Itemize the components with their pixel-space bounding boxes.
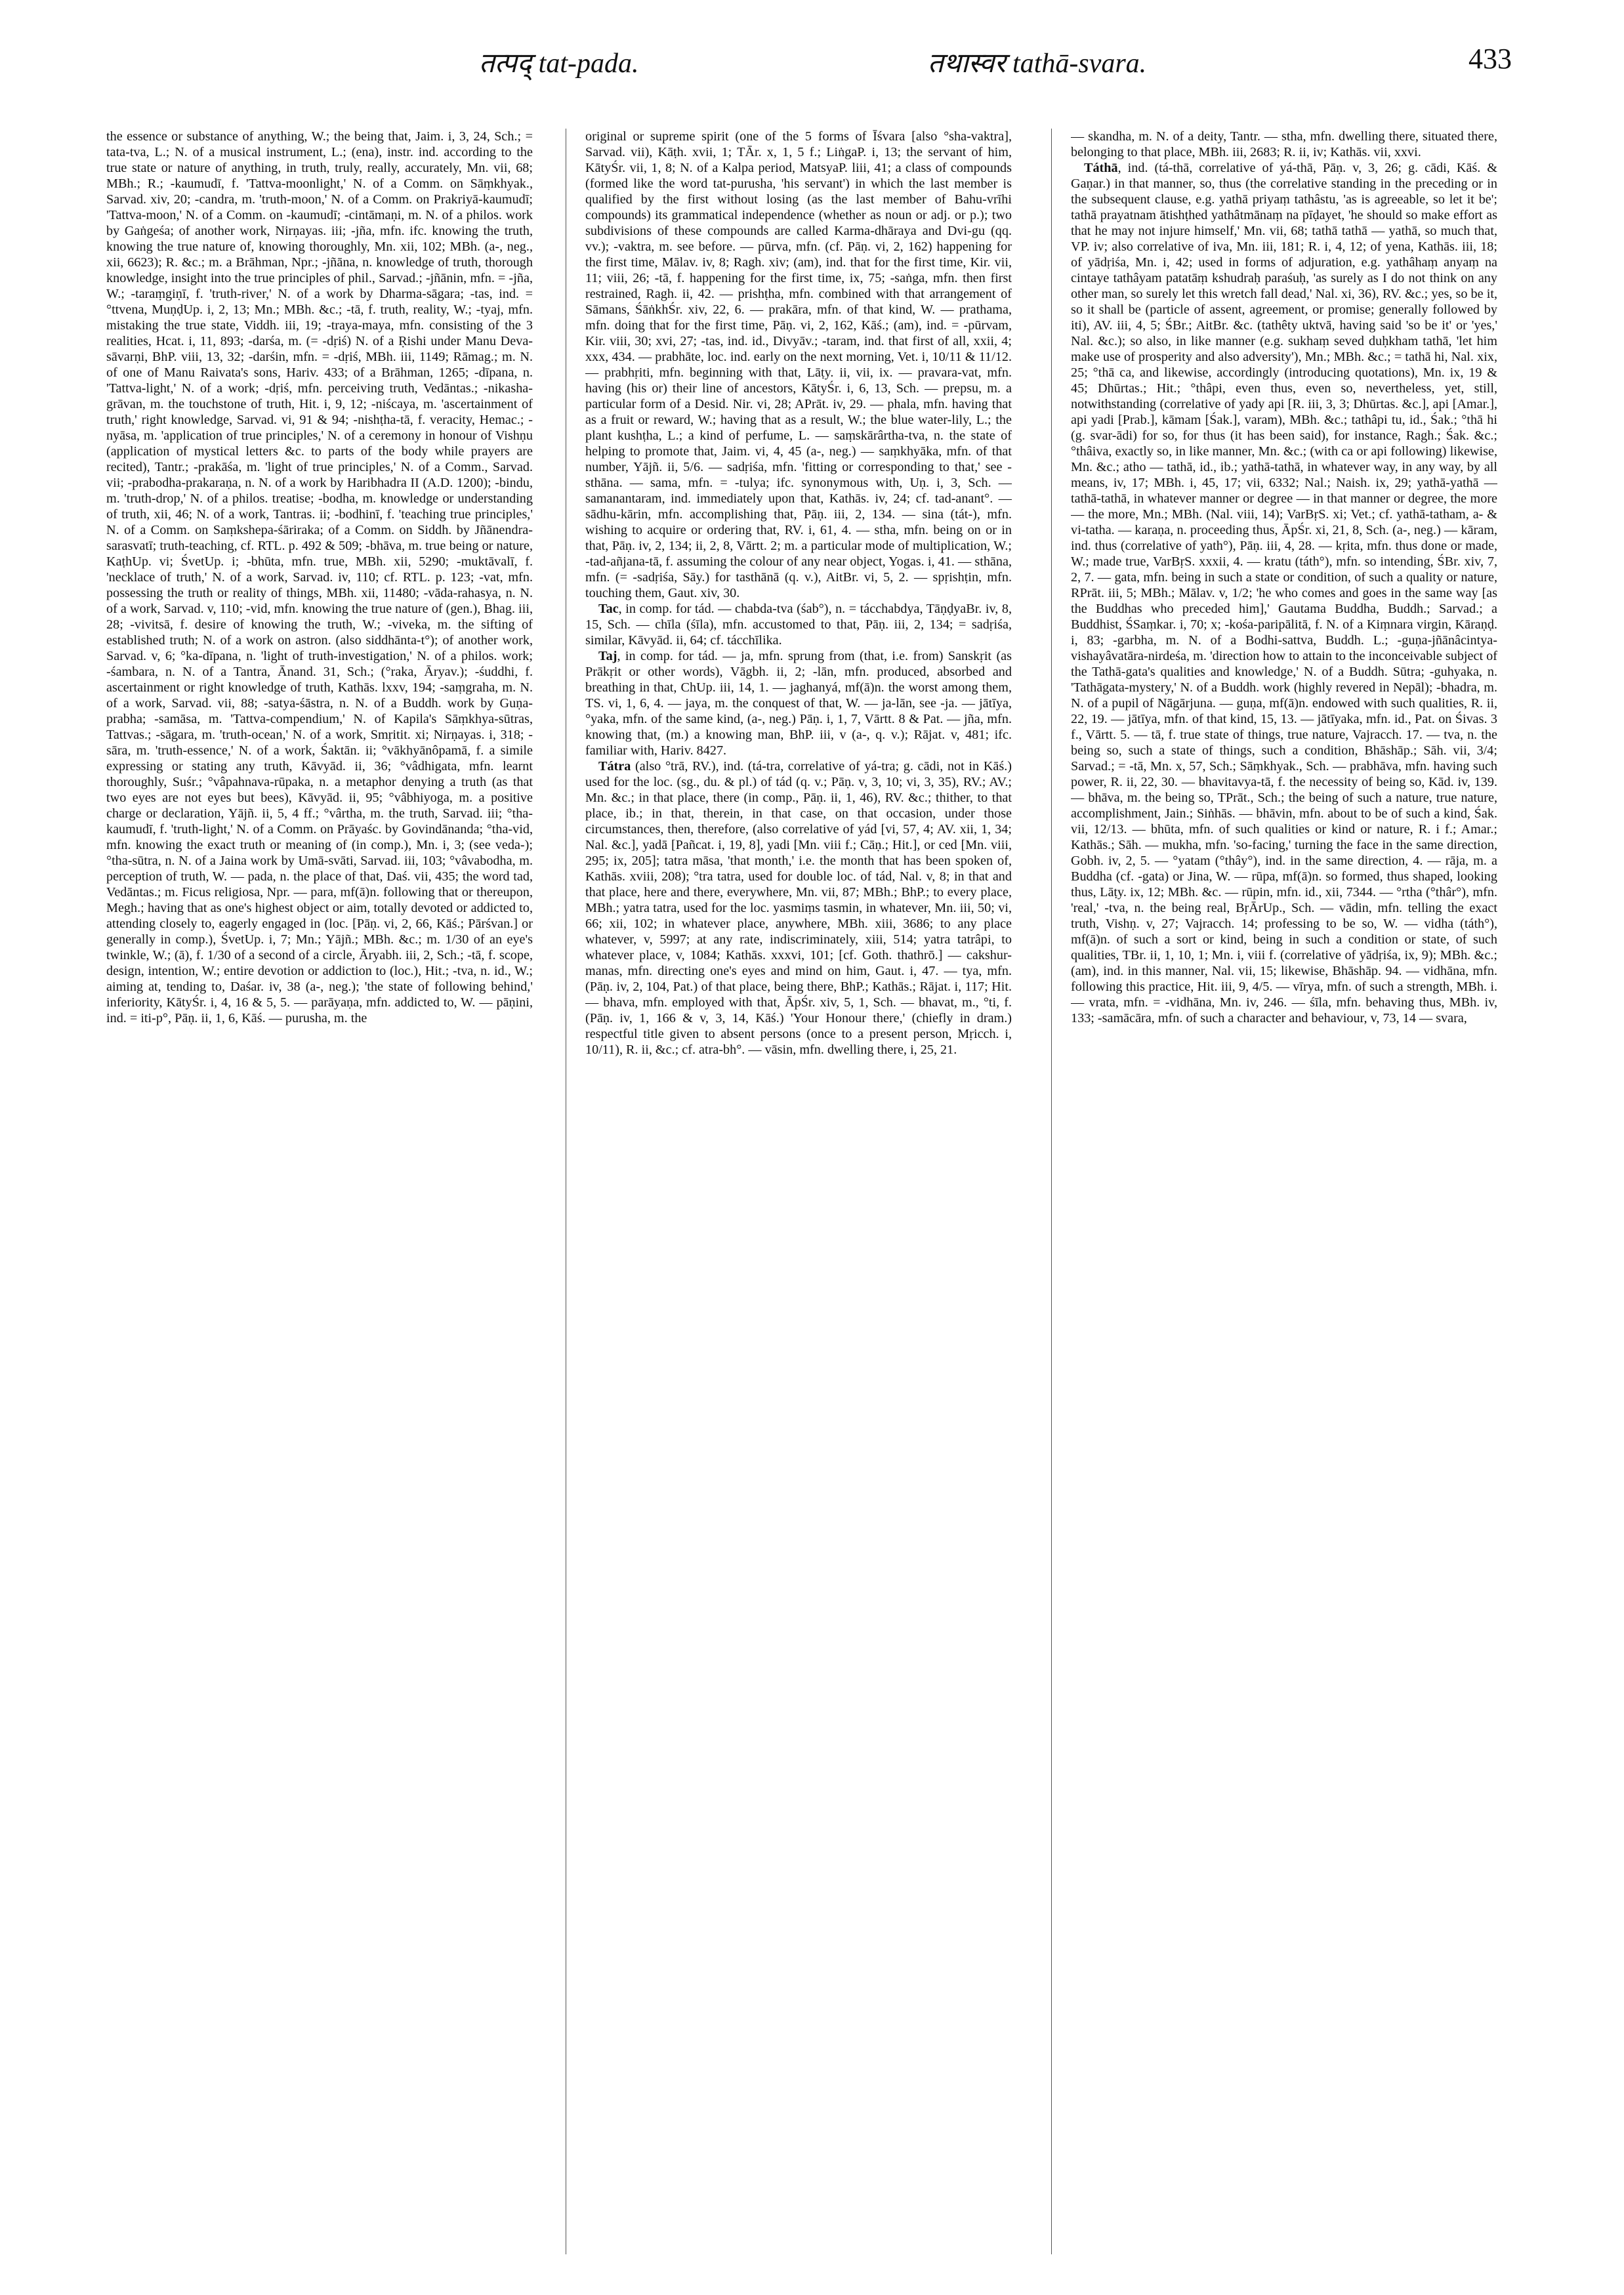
entry-text: , ind. (tá-thā, correlative of yá-thā, Pāṇ. v, 3, 26; g. cādi, Kāś. & Gaṇar.) in that manner, so, thus (the correlative standing in the preceding or in the subsequent clause, e.g. yathā priyaṃ tathâstu, 'as is agreeable, so let it be'; tathā prayatnam ātishṭhed yathâtmānaṃ na pīḍayet, 'he should so make effort as that he may not injure himself,' Mn. vii, 68; tathā tathā — yathā, so much that, VP. iv; also correlative of iva, Mn. iii, 181; R. i, 4, 12; of yena, Kathās. iii, 18; of yādṛiśa, Mn. i, 42; used in forms of adjuration, e.g. yathâhaṃ anyaṃ na cintaye tathâyam patatāṃ kshudraḥ paraśuḥ, 'as surely as I do not think on any other man, so surely let this wretch fall dead,' Nal. xi, 36), RV. &c.; yes, so be it, so it shall be (particle of assent, agreement, or promise; generally followed by iti), AV. iii, 4, 5; ŚBr.; AitBr. &c. (tathêty uktvā, having said 'so be it' or 'yes,' Nal. &c.); so also, in like manner (e.g. sukhaṃ seved duḥkham tathā, 'let him make use of prosperity and also adversity'), Mn.; MBh. &c.; = tathā hi, Nal. xix, 25; °thā ca, and likewise, accordingly (introducing quotations), Mn. ix, 19 & 45; Dhūrtas.; Hit.; °thâpi, even thus, even so, nevertheless, yet, still, notwithstanding (correlative of yady api [R. iii, 3, 3; Dhūrtas. &c.], api [Amar.], api yadi [Prab.], kāmam [Śak.], varam), MBh. &c.; tathâpi tu, id., Śak.; °thā hi (g. svar-ādi) for so, for thus (it has been said), for instance, Ragh.; Śak. &c.; °thâiva, exactly so, in like manner, Mn. &c.; (with ca or api following) likewise, Mn. &c.; atho — tathā, id., ib.; yathā-tathā, in whatever way, in any way, by all means, iv, 17; MBh. i, 45, 17; vii, 6332; Nal.; Naish. ix, 29; yathā-yathā — tathā-tathā, in whatever manner or degree — in that manner or degree, the more — the more, Mn.; MBh. (Nal. viii, 14); VarBṛS. xi; Vet.; cf. yathā-tatham, a- & vi-tatha. — karaṇa, n. proceeding thus, ĀpŚr. xi, 21, 8, Sch. (a-, neg.) — kāram, ind. thus (correlative of yath°), Pāṇ. iii, 4, 28. — kṛita, mfn. thus done or made, W.; made true, VarBṛS. xxxii, 4. — kratu (táth°), mfn. so intending, ŚBr. xiv, 7, 2, 7. — gata, mfn. being in such a state or condition, of such a quality or nature, RPrāt. iii, 5; MBh.; Mālav. v, 1/2; 'he who comes and goes in the same way [as the Buddhas who preceded him],' Gautama Buddha, Buddh.; Sarvad.; a Buddhist, ŚSaṃkar. i, 70; x; -kośa-paripālitā, f. N. of a Kiṃnara virgin, Kāraṇḍ. i, 83; -garbha, m. N. of a Bodhi-sattva, Buddh. L.; -guṇa-jñānâcintya-vishayâvatāra-nirdeśa, m. 'direction how to attain to the inconceivable subject of the Tathā-gata's qualities and knowledge,' N. of a Buddh. Sūtra; -guhyaka, n. 'Tathāgata-mystery,' N. of a Buddh. work (highly revered in Nepāl); -bhadra, m. N. of a pupil of Nāgārjuna. — guṇa, mf(ā)n. endowed with such qualities, R. ii, 22, 19. — jātīya, mfn. of that kind, 15, 13. — jātīyaka, mfn. id., Pat. on Śivas. 3 f., Vārtt. 5. — tā, f. true state of things, true nature, Vajracch. 17. — tva, n. the being so, such a state of things, such a condition, Bhāshāp.; Sāh. vii, 3/4; Sarvad.; = -tā, Mn. x, 57, Sch.; Sāṃkhyak., Sch. — prabhāva, mfn. having such power, R. ii, 22, 30. — bhavitavya-tā, f. the necessity of being so, Kād. iv, 139. — bhāva, m. the being so, TPrāt., Sch.; the being of such a nature, true nature, accomplishment, Jain.; Siṅhās. — bhāvin, mfn. about to be of such a kind, Śak. vii, 12/13. — bhūta, mfn. of such qualities or kind or nature, R. i f.; Amar.; Kathās.; Sāh. — mukha, mfn. 'so-facing,' turning the face in the same direction, Gobh. iv, 2, 5. — °yatam (°thây°), ind. in the same direction, 4. — rāja, m. a Buddha (cf. -gata) or Jina, W. — rūpa, mf(ā)n. so formed, thus shaped, looking thus, Lāṭy. ix, 12; MBh. &c. — rūpin, mfn. id., xii, 7344. — °rtha (°thâr°), mfn. 'real,' -tva, n. the being real, BṛĀrUp., Sch. — vādin, mfn. telling the exact truth, Vishṇ. v, 27; Vajracch. 14; professing to be so, W. — vidha (táth°), mf(ā)n. of such a sort or kind, being in such a condition or state, of such qualities, TBr. ii, 1, 10, 1; Mn. i, viii f. (correlative of yādṛiśa, ix, 9); MBh. &c.; (am), ind. in this manner, Nal. vii, 15; likewise, Bhāshāp. 94. — vidhāna, mfn. following this practice, Hit. iii, 9, 4/5. — vīrya, mfn. of such a strength, MBh. i. — vrata, mfn. = -vidhāna, Mn. iv, 246. — śīla, mfn. behaving thus, MBh. iv, 133; -samācāra, mfn. of such a character and behaviour, v, 73, 14 — svara, — [1071, 161, 1497, 1025]
dictionary-entry — [585, 129, 1012, 601]
column-1 — [106, 129, 533, 2254]
column-3 — [1071, 129, 1497, 2254]
dictionary-entry — [585, 648, 1012, 758]
entry-headword: Táthā — [1084, 161, 1118, 175]
entry-text: , in comp. for tád. — ja, mfn. sprung from (that, i.e. from) Sanskṛit (as Prākṛit or other words), Vāgbh. ii, 2; -lān, mfn. produced, absorbed and breathing in that, ChUp. iii, 14, 1. — jaghanyá, mf(ā)n. the worst among them, TS. vi, 1, 6, 4. — jaya, m. the conquest of that, W. — ja-lān, see -ja. — jātīya, °yaka, mfn. of the same kind, (a-, neg.) Pāṇ. i, 1, 7, Vārtt. 8 & Pat. — jña, mfn. knowing that, (m.) a knowing man, BhP. iii, v (a-, q. v.); Rājat. v, 481; ifc. familiar with, Hariv. 8427. — [585, 649, 1012, 758]
entry-text: (also °trā, RV.), ind. (tá-tra, correlative of yá-tra; g. cādi, not in Kāś.) used for the loc. (sg., du. & pl.) of tád (q. v.; Pāṇ. v, 3, 10; vi, 3, 35), RV.; AV.; Mn. &c.; in that place, there (in comp., Pāṇ. ii, 1, 46), RV. &c.; thither, to that place, ib.; in that, therein, in that case, on that occasion, under those circumstances, then, therefore, (also correlative of yád [vi, 57, 4; AV. xii, 1, 34; Nal. &c.], yadā [Pañcat. i, 19, 8], yadi [Mn. viii f.; Cāṇ.; Hit.], or ced [Mn. viii, 295; ix, 205]; tatra māsa, 'that month,' i.e. the month that has been spoken of, Kathās. xviii, 208); °tra tatra, used for double loc. of tád, Nal. v, 8; in that and that place, here and there, everywhere, Mn. vii, 87; MBh.; BhP.; to every place, MBh.; yatra tatra, used for the loc. yasmiṃs tasmin, in whatever, Mn. iii, 50; vi, 66; xii, 102; in whatever place, anywhere, MBh. xiii, 3686; to any place whatever, v, 5997; at any rate, indiscriminately, xiii, 514; yatra tatrâpi, to whatever place, v, 1084; Kathās. xxxvi, 101; [cf. Goth. thathrō.] — cakshur-manas, mfn. directing one's eyes and mind on him, Gaut. i, 47. — tya, mfn. (Pāṇ. iv, 2, 104, Pat.) of that place, being there, BhP.; Kathās.; Rājat. i, 117; Hit. — bhava, mfn. employed with that, ĀpŚr. xiv, 5, 1, Sch. — bhavat, m., °ti, f. (Pāṇ. iv, 1, 166 & v, 3, 14, Kāś.) 'Your Honour there,' (chiefly in dram.) respectful title given to absent persons (once to a present person, Mṛicch. i, 10/11), R. ii, &c.; cf. atra-bh°. — vāsin, mfn. dwelling there, i, 25, 21. — [585, 759, 1012, 1057]
dictionary-entry — [106, 129, 533, 1026]
dictionary-entry — [1071, 160, 1497, 1026]
dictionary-columns — [106, 129, 1524, 2254]
entry-text: original or supreme spirit (one of the 5 forms of Īśvara [also °sha-vaktra], Sarvad. vii), Kāṭh. xvii, 1; TĀr. x, 1, 5 f.; LiṅgaP. i, 13; the servant of him, KātyŚr. vii, 1, 8; N. of a Kalpa period, MatsyaP. liii, 41; a class of compounds (formed like the word tat-purusha, 'his servant') in which the last member is qualified by the first without losing (as the last member of Bahu-vrīhi compounds) its grammatical independence (whether as noun or adj. or p.); two subdivisions of these compounds are called Karma-dhāraya and Dvi-gu (qq. vv.); -vaktra, m. see before. — pūrva, mfn. (cf. Pāṇ. vi, 2, 162) happening for the first time, Mālav. iv, 8; Ragh. xiv; (am), ind. that for the first time, Kir. vii, 11; viii, 26; -tā, f. happening for the first time, ix, 75; -saṅga, mfn. then first restrained, Ragh. ii, 42. — prishṭha, mfn. combined with that arrangement of Sāmans, ŚāṅkhŚr. xiv, 22, 6. — prakāra, mfn. of that kind, W. — prathama, mfn. doing that for the first time, Pāṇ. vi, 2, 162, Kāś.; (am), ind. = -pūrvam, Kir. viii, 30; xvi, 27; -tas, ind. id., Divyāv.; -taram, ind. that first of all, xxii, 4; xxx, 434. — prabhāte, loc. ind. early on the next morning, Vet. i, 10/11 & 11/12. — prabhṛiti, mfn. beginning with that, Lāṭy. ii, vii, ix. — pravara-vat, mfn. having (his or) their line of ancestors, KātyŚr. i, 6, 13, Sch. — prepsu, m. a particular form of a Desid. Nir. vi, 28; APrāt. iv, 29. — phala, mfn. having that as a fruit or reward, W.; having that as a result, W.; the blue water-lily, L.; the plant kushṭha, L.; a kind of perfume, L. — saṃskārârtha-tva, n. the state of helping to promote that, Jaim. vi, 4, 45 (a-, neg.) — saṃkhyāka, mfn. of that number, Yājñ. ii, 5/6. — sadṛiśa, mfn. 'fitting or corresponding to that,' see -sthāna. — sama, mfn. = -tulya; ifc. synonymous with, Uṇ. i, 3, Sch. — samanantaram, ind. immediately upon that, Kathās. iv, 24; cf. tad-anant°. — sādhu-kārin, mfn. accomplishing that, Pāṇ. iii, 2, 134. — sina (tát-), mfn. wishing to acquire or ordering that, RV. i, 61, 4. — stha, mfn. being on or in that, Pāṇ. iv, 2, 134; ii, 2, 8, Vārtt. 2; m. a particular mode of multiplication, W.; -tad-añjana-tā, f. assuming the colour of any near object, Yogas. i, 41. — sthāna, mfn. (= -sadṛiśa, Sāy.) for tasthānā (q. v.), AitBr. vi, 5, 2. — spṛishṭin, mfn. touching them, Gaut. xiv, 30. — [585, 129, 1012, 600]
dictionary-entry — [585, 758, 1012, 1058]
entry-text: the essence or substance of anything, W.; the being that, Jaim. i, 3, 24, Sch.; = tata-tva, L.; N. of a musical instrument, L.; (ena), instr. ind. according to the true state or nature of anything, in truth, truly, really, accurately, Mn. vii, 68; MBh.; R.; -kaumudī, f. 'Tattva-moonlight,' N. of a Comm. on Sāṃkhyak., Sarvad. xiv, 20; -candra, m. 'truth-moon,' N. of a Comm. on Prakriyā-kaumudī; 'Tattva-moon,' N. of a Comm. on -kaumudī; -cintāmaṇi, m. N. of a philos. work by Gaṅgeśa; of another work, Nirṇayas. iii; -jña, mfn. ifc. knowing the truth, knowing the true nature of, knowing thoroughly, Mn. xii, 102; MBh. (a-, neg., xii, 6623); R. &c.; m. a Brāhman, Npr.; -jñāna, n. knowledge of truth, thorough knowledge, insight into the true principles of phil., Sarvad.; -jñānin, mfn. = -jña, W.; -taraṃgiṇī, f. 'truth-river,' N. of a work by Dharma-sāgara; -tas, ind. = °ttvena, MuṇḍUp. i, 2, 13; Mn.; MBh. &c.; -tā, f. truth, reality, W.; -tyaj, mfn. mistaking the true state, Viddh. iii, 19; -traya-maya, mfn. consisting of the 3 realities, Hcat. i, 11, 893; -darśa, m. (= -dṛiś) N. of a Ṛishi under Manu Deva-sāvarṇi, BhP. viii, 13, 32; -darśin, mfn. = -dṛiś, MBh. iii, 1149; Rāmag.; m. N. of one of Manu Raivata's sons, Hariv. 433; of a Brāhman, 1265; -dīpana, n. 'Tattva-light,' N. of a work; -dṛiś, mfn. perceiving truth, Vedāntas.; -nikasha-grāvan, m. the touchstone of truth, Hit. i, 9, 12; -niścaya, m. 'ascertainment of truth,' right knowledge, Sarvad. vi, 91 & 94; -nishṭha-tā, f. veracity, Hemac.; -nyāsa, m. 'application of true principles,' N. of a ceremony in honour of Vishṇu (application of mystical letters &c. to parts of the body while prayers are recited), Tantr.; -prakāśa, m. 'light of true principles,' N. of a Comm., Sarvad. vii; -prabodha-prakaraṇa, n. N. of a work by Haribhadra II (A.D. 1200); -bindu, m. 'truth-drop,' N. of a philos. treatise; -bodha, m. knowledge or understanding of truth, xii, 46; N. of a work, Tantras. ii; -bodhinī, f. 'teaching true principles,' N. of a Comm. on Saṃkshepa-śāriraka; of a Comm. on Siddh. by Jñānendra-sarasvatī; truth-teaching, cf. RTL. p. 492 & 509; -bhāva, m. true being or nature, KaṭhUp. vi; ŚvetUp. i; -bhūta, mfn. true, MBh. xii, 5290; -muktāvalī, f. 'necklace of truth,' N. of a work, Sarvad. iv, 110; cf. RTL. p. 123; -vat, mfn. possessing the truth or reality of things, MBh. xii, 11480; -vāda-rahasya, n. N. of a work, Sarvad. v, 110; -vid, mfn. knowing the true nature of (gen.), Bhag. iii, 28; -vivitsā, f. desire of knowing the truth, W.; -viveka, m. the sifting of established truth; N. of a work on astron. (also siddhānta-t°); of another work, Sarvad. v, 6; °ka-dīpana, n. 'light of truth-investigation,' N. of a philos. work; -śambara, n. N. of a Tantra, Ānand. 31, Sch.; (°raka, Āryav.); -śuddhi, f. ascertainment or right knowledge of truth, Kathās. lxxv, 194; -saṃgraha, m. N. of a work, Sarvad. vii, 88; -satya-śāstra, n. N. of a Buddh. work by Guṇa-prabha; -samāsa, m. 'Tattva-compendium,' N. of Kapila's Sāṃkhya-sūtras, Tattvas.; -sāgara, m. 'truth-ocean,' N. of a work, Smṛitit. xi; Nirṇayas. i, 318; -sāra, m. 'truth-essence,' N. of a work, Śaktān. ii; °vākhyānôpamā, f. a simile expressing or stating any truth, Kāvyād. ii, 36; °vâdhigata, mfn. learnt thoroughly, Suśr.; °vâpahnava-rūpaka, n. a metaphor denying a truth (as that two eyes are not eyes but bees), Kāvyād. ii, 95; °vâbhiyoga, m. a positive charge or declaration, Yājñ. ii, 5, 4 ff.; °vârtha, m. the truth, Sarvad. iii; °tha-kaumudī, f. 'truth-light,' N. of a Comm. on Prāyaśc. by Govindānanda; °tha-vid, mfn. knowing the exact truth or meaning of (in comp.), Mn. i, 3; (see veda-); °tha-sūtra, n. N. of a Jaina work by Umā-svāti, Sarvad. iii, 103; °vâvabodha, m. perception of truth, W. — pada, n. the place of that, Daś. vii, 435; the word tad, Vedāntas.; m. Ficus religiosa, Npr. — para, mf(ā)n. following that or thereupon, Megh.; having that as one's highest object or aim, totally devoted or addicted to, attending closely to, eagerly engaged in (loc. [Pāṇ. vi, 2, 66, Kāś.; Pārśvan.] or generally in comp.), ŚvetUp. i, 7; Mn.; Yājñ.; MBh. &c.; m. 1/30 of an eye's twinkle, W.; (ā), f. 1/30 of a second of a circle, Āryabh. iii, 2, Sch.; -tā, f. scope, design, intention, W.; entire devotion or addiction to (loc.), Hit.; -tva, n. id., W.; aiming at, tending to, Daśar. iv, 38 (a-, neg.); 'the state of following behind,' inferiority, KātyŚr. i, 4, 16 & 5, 5. — parāyaṇa, mfn. addicted to, W. — pāṇini, ind. = iti-p°, Pāṇ. ii, 1, 6, Kāś. — purusha, m. the — [106, 129, 533, 1025]
column-2 — [585, 129, 1012, 2254]
page-number: 433 — [1468, 43, 1512, 75]
entry-headword: Tátra — [598, 759, 631, 774]
entry-text: — skandha, m. N. of a deity, Tantr. — stha, mfn. dwelling there, situated there, belonging to that place, MBh. iii, 2683; R. ii, iv; Kathās. vii, xxvi. — [1071, 129, 1497, 159]
entry-headword: Tac — [598, 602, 619, 616]
entry-text: , in comp. for tád. — chabda-tva (śab°), n. = tácchabdya, TāṇḍyaBr. iv, 8, 15, Sch. — chīla (śīla), mfn. accustomed to that, Pāṇ. iii, 2, 134; = sadṛiśa, similar, Kāvyād. ii, 64; cf. tácchīlika. — [585, 602, 1012, 648]
dictionary-entry — [1071, 129, 1497, 160]
page-header — [100, 39, 1517, 112]
column-divider — [1051, 129, 1052, 2254]
left-running-head: तत्पद् tat-pada. — [479, 49, 639, 79]
center-running-head: तथास्वर tathā-svara. — [928, 49, 1147, 79]
dictionary-entry — [585, 601, 1012, 648]
entry-headword: Taj — [598, 649, 617, 663]
